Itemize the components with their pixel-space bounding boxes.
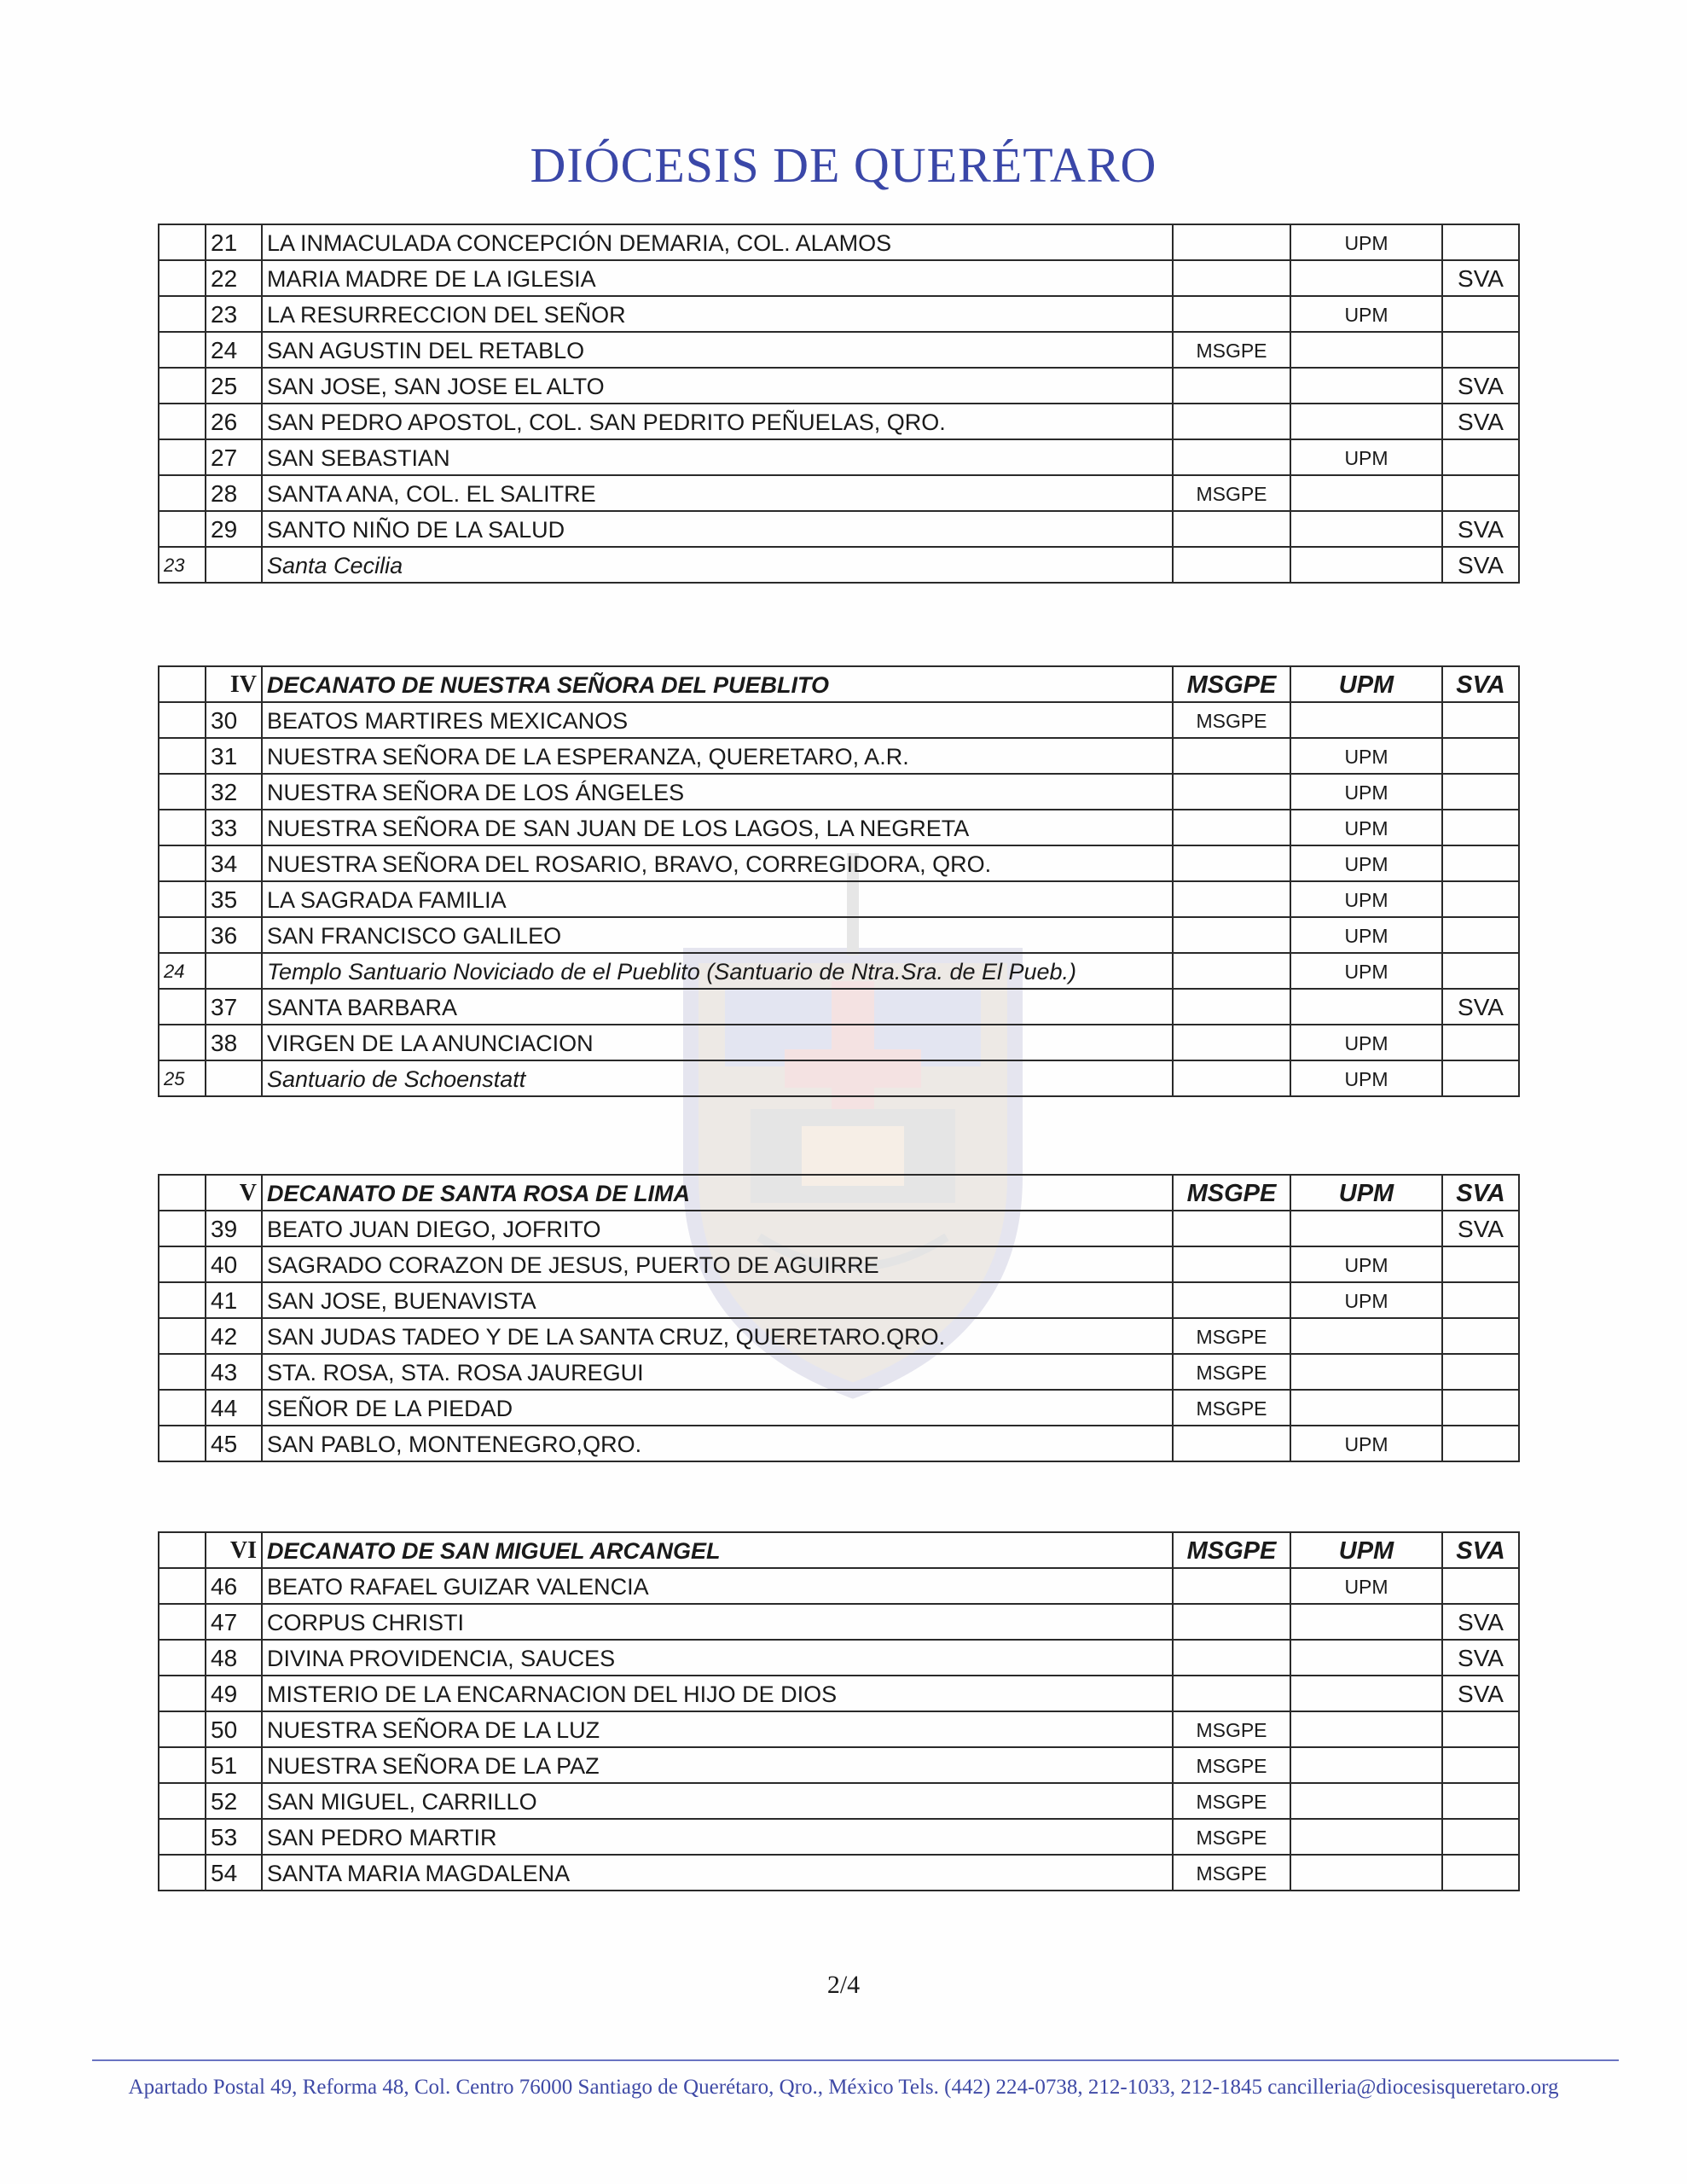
sva-badge <box>1442 774 1519 810</box>
upm-badge <box>1290 702 1442 738</box>
msgpe-badge: MSGPE <box>1173 332 1290 368</box>
msgpe-badge <box>1173 1604 1290 1640</box>
msgpe-badge <box>1173 547 1290 583</box>
parish-name: LA RESURRECCION DEL SEÑOR <box>262 296 1173 332</box>
upm-badge <box>1290 1354 1442 1390</box>
parish-number: 34 <box>206 845 262 881</box>
sva-badge: SVA <box>1442 260 1519 296</box>
table-row <box>159 224 1519 260</box>
parish-name: NUESTRA SEÑORA DE SAN JUAN DE LOS LAGOS, LA NEGRETA <box>262 810 1173 845</box>
reference-number <box>159 1783 206 1819</box>
column-header-upm: UPM <box>1290 1175 1442 1211</box>
sva-badge <box>1442 439 1519 475</box>
deanery-roman-numeral: IV <box>206 666 262 702</box>
sva-badge <box>1442 1060 1519 1096</box>
parish-name: SAN PABLO, MONTENEGRO,QRO. <box>262 1426 1173 1461</box>
upm-badge <box>1290 404 1442 439</box>
table-row <box>159 917 1519 953</box>
parish-number: 54 <box>206 1855 262 1891</box>
table-row <box>159 1318 1519 1354</box>
sva-badge <box>1442 845 1519 881</box>
table-row <box>159 881 1519 917</box>
column-header-upm: UPM <box>1290 666 1442 702</box>
parish-number: 27 <box>206 439 262 475</box>
reference-number <box>159 738 206 774</box>
sva-badge: SVA <box>1442 1640 1519 1676</box>
table-row <box>159 1568 1519 1604</box>
parish-number: 41 <box>206 1282 262 1318</box>
reference-number <box>159 1747 206 1783</box>
reference-number: 23 <box>159 547 206 583</box>
sva-badge <box>1442 881 1519 917</box>
parish-name: SAN AGUSTIN DEL RETABLO <box>262 332 1173 368</box>
upm-badge <box>1290 511 1442 547</box>
reference-number <box>159 1676 206 1711</box>
parish-number: 31 <box>206 738 262 774</box>
reference-number <box>159 332 206 368</box>
parish-number: 23 <box>206 296 262 332</box>
msgpe-badge: MSGPE <box>1173 475 1290 511</box>
msgpe-badge <box>1173 953 1290 989</box>
msgpe-badge: MSGPE <box>1173 1747 1290 1783</box>
parish-name: SAN JUDAS TADEO Y DE LA SANTA CRUZ, QUERETARO.QRO. <box>262 1318 1173 1354</box>
reference-number <box>159 511 206 547</box>
reference-number <box>159 845 206 881</box>
msgpe-badge <box>1173 1282 1290 1318</box>
reference-number <box>159 1025 206 1060</box>
sva-badge <box>1442 1568 1519 1604</box>
reference-number <box>159 989 206 1025</box>
parish-name: SANTA BARBARA <box>262 989 1173 1025</box>
sva-badge <box>1442 1282 1519 1318</box>
deanery-header-row <box>159 1532 1519 1568</box>
reference-number <box>159 881 206 917</box>
reference-number <box>159 810 206 845</box>
reference-number <box>159 1568 206 1604</box>
upm-badge <box>1290 1640 1442 1676</box>
reference-number <box>159 1426 206 1461</box>
table-row <box>159 404 1519 439</box>
column-header-sva: SVA <box>1442 1175 1519 1211</box>
parish-name: MARIA MADRE DE LA IGLESIA <box>262 260 1173 296</box>
table-row <box>159 702 1519 738</box>
upm-badge <box>1290 1819 1442 1855</box>
sva-badge <box>1442 1819 1519 1855</box>
parish-name: BEATOS MARTIRES MEXICANOS <box>262 702 1173 738</box>
table-row <box>159 332 1519 368</box>
parish-number <box>206 953 262 989</box>
parish-name: NUESTRA SEÑORA DE LA LUZ <box>262 1711 1173 1747</box>
upm-badge: UPM <box>1290 881 1442 917</box>
table-row <box>159 1855 1519 1891</box>
parish-name: SEÑOR DE LA PIEDAD <box>262 1390 1173 1426</box>
upm-badge <box>1290 1855 1442 1891</box>
reference-number <box>159 404 206 439</box>
table-row <box>159 1354 1519 1390</box>
upm-badge: UPM <box>1290 845 1442 881</box>
msgpe-badge <box>1173 989 1290 1025</box>
sva-badge <box>1442 224 1519 260</box>
reference-number: 25 <box>159 1060 206 1096</box>
parish-number: 44 <box>206 1390 262 1426</box>
table-row <box>159 1390 1519 1426</box>
reference-number <box>159 1711 206 1747</box>
footer-divider <box>92 2059 1619 2061</box>
parish-name: VIRGEN DE LA ANUNCIACION <box>262 1025 1173 1060</box>
sva-badge <box>1442 296 1519 332</box>
upm-badge <box>1290 1711 1442 1747</box>
msgpe-badge <box>1173 774 1290 810</box>
deanery-title: DECANATO DE SANTA ROSA DE LIMA <box>262 1175 1173 1211</box>
upm-badge: UPM <box>1290 917 1442 953</box>
table-row <box>159 989 1519 1025</box>
parish-number: 28 <box>206 475 262 511</box>
reference-number <box>159 702 206 738</box>
sva-badge <box>1442 702 1519 738</box>
sva-badge <box>1442 1390 1519 1426</box>
sva-badge: SVA <box>1442 511 1519 547</box>
upm-badge: UPM <box>1290 1426 1442 1461</box>
table-row <box>159 953 1519 989</box>
sva-badge <box>1442 1426 1519 1461</box>
parish-number: 38 <box>206 1025 262 1060</box>
sva-badge <box>1442 475 1519 511</box>
parish-name: CORPUS CHRISTI <box>262 1604 1173 1640</box>
parish-number: 47 <box>206 1604 262 1640</box>
msgpe-badge: MSGPE <box>1173 1711 1290 1747</box>
table-row <box>159 511 1519 547</box>
sva-badge <box>1442 1747 1519 1783</box>
deanery-roman-numeral: VI <box>206 1532 262 1568</box>
page-title: DIÓCESIS DE QUERÉTARO <box>530 137 1157 193</box>
table-row <box>159 368 1519 404</box>
parish-name: NUESTRA SEÑORA DEL ROSARIO, BRAVO, CORREGIDORA, QRO. <box>262 845 1173 881</box>
parish-number: 32 <box>206 774 262 810</box>
parish-name: SAN JOSE, SAN JOSE EL ALTO <box>262 368 1173 404</box>
parish-name: SANTO NIÑO DE LA SALUD <box>262 511 1173 547</box>
column-header-sva: SVA <box>1442 666 1519 702</box>
sva-badge <box>1442 1354 1519 1390</box>
deanery-title: DECANATO DE SAN MIGUEL ARCANGEL <box>262 1532 1173 1568</box>
parish-table <box>158 1174 1520 1462</box>
parish-table <box>158 224 1520 584</box>
parish-name: SAGRADO CORAZON DE JESUS, PUERTO DE AGUIRRE <box>262 1246 1173 1282</box>
sva-badge: SVA <box>1442 1604 1519 1640</box>
parish-number: 46 <box>206 1568 262 1604</box>
parish-number: 53 <box>206 1819 262 1855</box>
sva-badge: SVA <box>1442 1676 1519 1711</box>
parish-number: 45 <box>206 1426 262 1461</box>
parish-name: LA SAGRADA FAMILIA <box>262 881 1173 917</box>
msgpe-badge: MSGPE <box>1173 1855 1290 1891</box>
upm-badge: UPM <box>1290 1060 1442 1096</box>
parish-name: Santa Cecilia <box>262 547 1173 583</box>
parish-number: 50 <box>206 1711 262 1747</box>
msgpe-badge <box>1173 404 1290 439</box>
msgpe-badge <box>1173 881 1290 917</box>
msgpe-badge: MSGPE <box>1173 1390 1290 1426</box>
table-row <box>159 1426 1519 1461</box>
table-row <box>159 1604 1519 1640</box>
msgpe-badge <box>1173 1676 1290 1711</box>
parish-name: BEATO RAFAEL GUIZAR VALENCIA <box>262 1568 1173 1604</box>
reference-number <box>159 1211 206 1246</box>
parish-number: 51 <box>206 1747 262 1783</box>
parish-name: SAN FRANCISCO GALILEO <box>262 917 1173 953</box>
sva-badge: SVA <box>1442 547 1519 583</box>
reference-number <box>159 368 206 404</box>
table-row <box>159 475 1519 511</box>
msgpe-badge: MSGPE <box>1173 1819 1290 1855</box>
reference-number: 24 <box>159 953 206 989</box>
msgpe-badge <box>1173 845 1290 881</box>
upm-badge <box>1290 368 1442 404</box>
deanery-ref-cell <box>159 666 206 702</box>
sva-badge <box>1442 1711 1519 1747</box>
footer-address: Apartado Postal 49, Reforma 48, Col. Centro 76000 Santiago de Querétaro, Qro., México Tels. (442) 224-0738, 212-1033, 212-1845 cancilleria@diocesisqueretaro.org <box>128 2076 1559 2099</box>
table-row <box>159 1282 1519 1318</box>
parish-name: LA INMACULADA CONCEPCIÓN DEMARIA, COL. ALAMOS <box>262 224 1173 260</box>
column-header-msgpe: MSGPE <box>1173 1532 1290 1568</box>
parish-number: 48 <box>206 1640 262 1676</box>
table-row <box>159 1246 1519 1282</box>
msgpe-badge <box>1173 1060 1290 1096</box>
upm-badge: UPM <box>1290 953 1442 989</box>
msgpe-badge: MSGPE <box>1173 702 1290 738</box>
parish-number: 37 <box>206 989 262 1025</box>
table-row <box>159 1025 1519 1060</box>
table-row <box>159 296 1519 332</box>
sva-badge <box>1442 810 1519 845</box>
table-row <box>159 845 1519 881</box>
msgpe-badge <box>1173 260 1290 296</box>
msgpe-badge <box>1173 439 1290 475</box>
upm-badge <box>1290 989 1442 1025</box>
column-header-msgpe: MSGPE <box>1173 1175 1290 1211</box>
parish-number: 39 <box>206 1211 262 1246</box>
upm-badge <box>1290 1604 1442 1640</box>
parish-number: 21 <box>206 224 262 260</box>
sva-badge <box>1442 1783 1519 1819</box>
sva-badge <box>1442 953 1519 989</box>
msgpe-badge <box>1173 1640 1290 1676</box>
sva-badge <box>1442 1318 1519 1354</box>
msgpe-badge <box>1173 368 1290 404</box>
parish-number: 36 <box>206 917 262 953</box>
upm-badge <box>1290 547 1442 583</box>
parish-name: DIVINA PROVIDENCIA, SAUCES <box>262 1640 1173 1676</box>
msgpe-badge <box>1173 810 1290 845</box>
parish-number: 35 <box>206 881 262 917</box>
sva-badge <box>1442 332 1519 368</box>
upm-badge: UPM <box>1290 296 1442 332</box>
upm-badge <box>1290 475 1442 511</box>
table-row <box>159 1747 1519 1783</box>
upm-badge: UPM <box>1290 1025 1442 1060</box>
parish-table <box>158 1531 1520 1891</box>
parish-name: SAN SEBASTIAN <box>262 439 1173 475</box>
reference-number <box>159 1604 206 1640</box>
parish-name: SANTA ANA, COL. EL SALITRE <box>262 475 1173 511</box>
upm-badge: UPM <box>1290 224 1442 260</box>
table-row <box>159 1211 1519 1246</box>
table-row <box>159 1783 1519 1819</box>
msgpe-badge <box>1173 1025 1290 1060</box>
sva-badge <box>1442 738 1519 774</box>
parish-name: SAN MIGUEL, CARRILLO <box>262 1783 1173 1819</box>
parish-name: SAN PEDRO APOSTOL, COL. SAN PEDRITO PEÑUELAS, QRO. <box>262 404 1173 439</box>
table-row <box>159 1819 1519 1855</box>
reference-number <box>159 1819 206 1855</box>
table-row <box>159 260 1519 296</box>
deanery-header-row <box>159 666 1519 702</box>
upm-badge <box>1290 1747 1442 1783</box>
upm-badge: UPM <box>1290 439 1442 475</box>
sva-badge <box>1442 1246 1519 1282</box>
page-number: 2/4 <box>826 1971 861 1999</box>
sva-badge: SVA <box>1442 1211 1519 1246</box>
upm-badge <box>1290 1318 1442 1354</box>
msgpe-badge <box>1173 296 1290 332</box>
parish-name: Templo Santuario Noviciado de el Pueblito (Santuario de Ntra.Sra. de El Pueb.) <box>262 953 1173 989</box>
table-row <box>159 1711 1519 1747</box>
parish-name: STA. ROSA, STA. ROSA JAUREGUI <box>262 1354 1173 1390</box>
parish-name: BEATO JUAN DIEGO, JOFRITO <box>262 1211 1173 1246</box>
deanery-ref-cell <box>159 1532 206 1568</box>
upm-badge <box>1290 332 1442 368</box>
parish-number <box>206 547 262 583</box>
deanery-title: DECANATO DE NUESTRA SEÑORA DEL PUEBLITO <box>262 666 1173 702</box>
table-row <box>159 810 1519 845</box>
parish-name: NUESTRA SEÑORA DE LOS ÁNGELES <box>262 774 1173 810</box>
parish-number: 40 <box>206 1246 262 1282</box>
upm-badge <box>1290 260 1442 296</box>
table-row <box>159 1640 1519 1676</box>
sva-badge <box>1442 1855 1519 1891</box>
parish-number: 22 <box>206 260 262 296</box>
parish-number: 29 <box>206 511 262 547</box>
upm-badge: UPM <box>1290 810 1442 845</box>
sva-badge: SVA <box>1442 404 1519 439</box>
msgpe-badge <box>1173 1211 1290 1246</box>
column-header-upm: UPM <box>1290 1532 1442 1568</box>
table-row <box>159 1676 1519 1711</box>
reference-number <box>159 1318 206 1354</box>
parish-number: 42 <box>206 1318 262 1354</box>
parish-number: 26 <box>206 404 262 439</box>
column-header-msgpe: MSGPE <box>1173 666 1290 702</box>
sva-badge: SVA <box>1442 989 1519 1025</box>
table-row <box>159 547 1519 583</box>
upm-badge: UPM <box>1290 738 1442 774</box>
parish-number: 25 <box>206 368 262 404</box>
parish-name: NUESTRA SEÑORA DE LA ESPERANZA, QUERETARO, A.R. <box>262 738 1173 774</box>
msgpe-badge <box>1173 1426 1290 1461</box>
msgpe-badge <box>1173 738 1290 774</box>
reference-number <box>159 1640 206 1676</box>
parish-number: 30 <box>206 702 262 738</box>
reference-number <box>159 774 206 810</box>
reference-number <box>159 1246 206 1282</box>
table-row <box>159 439 1519 475</box>
table-row <box>159 774 1519 810</box>
upm-badge <box>1290 1211 1442 1246</box>
msgpe-badge: MSGPE <box>1173 1783 1290 1819</box>
column-header-sva: SVA <box>1442 1532 1519 1568</box>
upm-badge: UPM <box>1290 1282 1442 1318</box>
parish-number: 52 <box>206 1783 262 1819</box>
parish-name: SANTA MARIA MAGDALENA <box>262 1855 1173 1891</box>
reference-number <box>159 260 206 296</box>
upm-badge <box>1290 1390 1442 1426</box>
reference-number <box>159 1855 206 1891</box>
deanery-ref-cell <box>159 1175 206 1211</box>
upm-badge: UPM <box>1290 1568 1442 1604</box>
reference-number <box>159 1354 206 1390</box>
sva-badge <box>1442 1025 1519 1060</box>
msgpe-badge: MSGPE <box>1173 1318 1290 1354</box>
parish-number: 33 <box>206 810 262 845</box>
parish-name: SAN PEDRO MARTIR <box>262 1819 1173 1855</box>
parish-table <box>158 665 1520 1097</box>
parish-number <box>206 1060 262 1096</box>
msgpe-badge <box>1173 1246 1290 1282</box>
parish-number: 24 <box>206 332 262 368</box>
msgpe-badge <box>1173 1568 1290 1604</box>
deanery-header-row <box>159 1175 1519 1211</box>
upm-badge <box>1290 1783 1442 1819</box>
upm-badge <box>1290 1676 1442 1711</box>
parish-number: 43 <box>206 1354 262 1390</box>
parish-number: 49 <box>206 1676 262 1711</box>
reference-number <box>159 296 206 332</box>
table-row <box>159 738 1519 774</box>
parish-name: SAN JOSE, BUENAVISTA <box>262 1282 1173 1318</box>
parish-name: MISTERIO DE LA ENCARNACION DEL HIJO DE DIOS <box>262 1676 1173 1711</box>
table-row <box>159 1060 1519 1096</box>
sva-badge: SVA <box>1442 368 1519 404</box>
parish-name: NUESTRA SEÑORA DE LA PAZ <box>262 1747 1173 1783</box>
parish-name: Santuario de Schoenstatt <box>262 1060 1173 1096</box>
reference-number <box>159 917 206 953</box>
msgpe-badge: MSGPE <box>1173 1354 1290 1390</box>
msgpe-badge <box>1173 511 1290 547</box>
sva-badge <box>1442 917 1519 953</box>
msgpe-badge <box>1173 224 1290 260</box>
upm-badge: UPM <box>1290 774 1442 810</box>
reference-number <box>159 224 206 260</box>
msgpe-badge <box>1173 917 1290 953</box>
reference-number <box>159 1390 206 1426</box>
reference-number <box>159 475 206 511</box>
reference-number <box>159 439 206 475</box>
reference-number <box>159 1282 206 1318</box>
upm-badge: UPM <box>1290 1246 1442 1282</box>
deanery-roman-numeral: V <box>206 1175 262 1211</box>
